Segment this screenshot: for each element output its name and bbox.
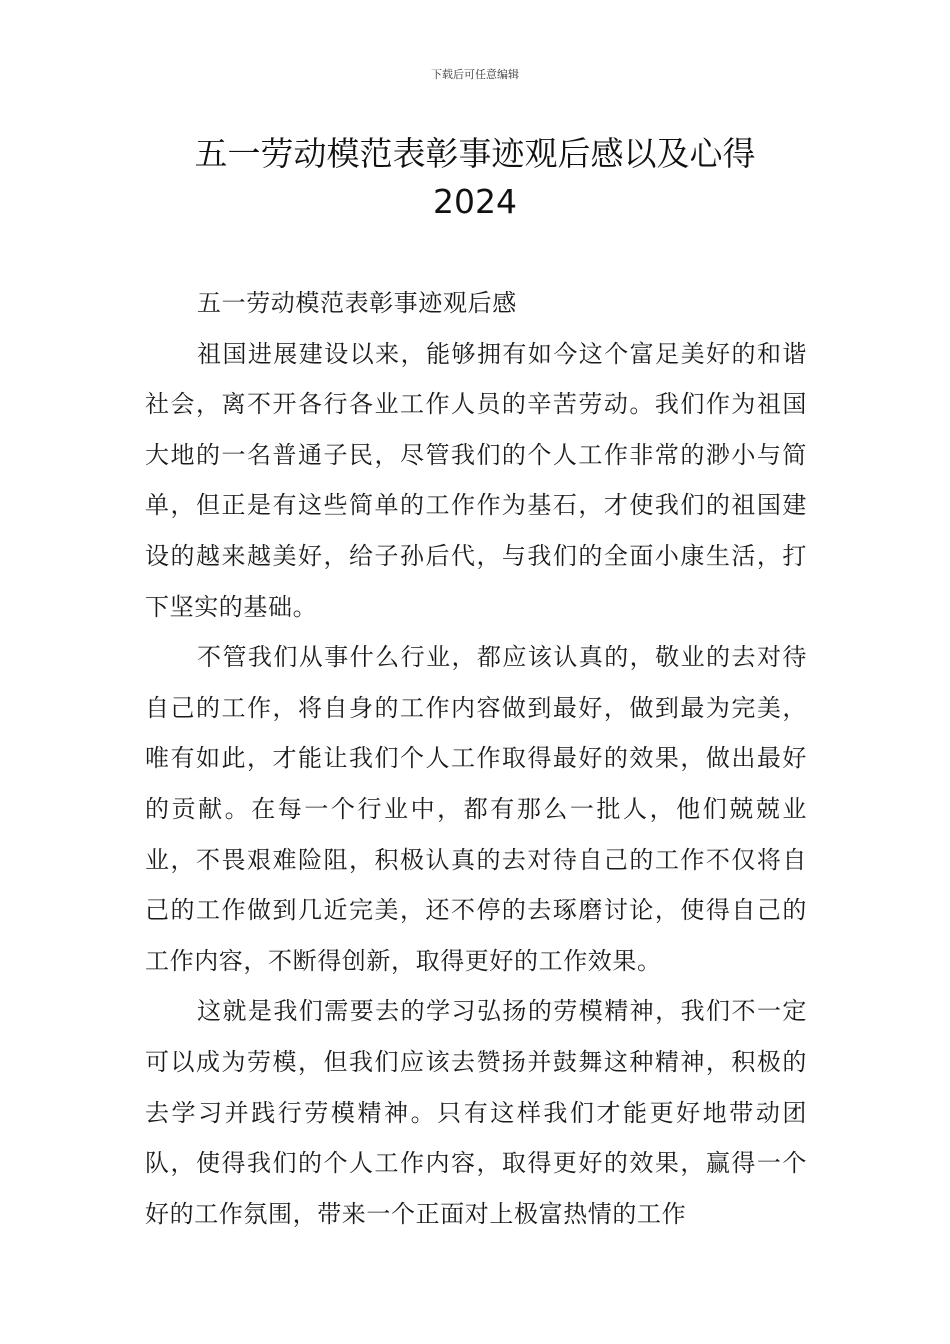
document-body — [145, 278, 807, 1239]
header-note: 下载后可任意编辑 — [431, 68, 519, 81]
title-line-1: 五一劳动模范表彰事迹观后感以及心得 — [194, 134, 756, 173]
paragraph: 这就是我们需要去的学习弘扬的劳模精神，我们不一定可以成为劳模，但我们应该去赞扬并鼓舞这种精神，积极的去学习并践行劳模精神。只有这样我们才能更好地带动团队，使得我们的个人工作内容，取得更好的效果，赢得一个好的工作氛围，带来一个正面对上极富热情的工作 — [145, 997, 807, 1228]
document-title — [145, 130, 805, 226]
paragraph: 不管我们从事什么行业，都应该认真的，敬业的去对待自己的工作，将自身的工作内容做到最好，做到最为完美，唯有如此，才能让我们个人工作取得最好的效果，做出最好的贡献。在每一个行业中，都有那么一批人，他们兢兢业业，不畏艰难险阻，积极认真的去对待自己的工作不仅将自己的工作做到几近完美，还不停的去琢磨讨论，使得自己的工作内容，不断得创新，取得更好的工作效果。 — [145, 643, 807, 975]
title-line-2: 2024 — [433, 182, 517, 221]
section-heading: 五一劳动模范表彰事迹观后感 — [197, 289, 517, 317]
paragraph: 祖国进展建设以来，能够拥有如今这个富足美好的和谐社会，离不开各行各业工作人员的辛苦劳动。我们作为祖国大地的一名普通子民，尽管我们的个人工作非常的渺小与简单，但正是有这些简单的工作作为基石，才使我们的祖国建设的越来越美好，给子孙后代，与我们的全面小康生活，打下坚实的基础。 — [145, 339, 807, 621]
